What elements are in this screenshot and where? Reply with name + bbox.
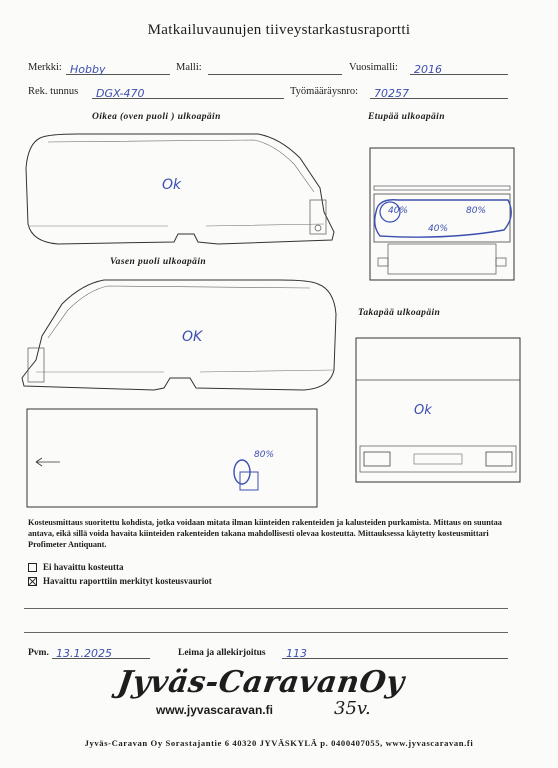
year-value: 2016 <box>414 63 442 76</box>
signature-value: 113 <box>286 647 307 660</box>
notes-line-2[interactable] <box>24 632 508 633</box>
order-label: Työmääräysnro: <box>290 86 359 97</box>
logo-url: www.jyvascaravan.fi <box>156 703 273 717</box>
signature-field[interactable] <box>282 644 508 659</box>
front-note-right: 80% <box>466 206 487 216</box>
floor-note: 80% <box>254 450 275 460</box>
notes-line-1[interactable] <box>24 608 508 609</box>
date-field[interactable] <box>52 644 150 659</box>
left-side-title: Vasen puoli ulkoapäin <box>110 257 207 267</box>
rear-diagram <box>354 336 522 484</box>
check-no-moisture[interactable] <box>28 562 124 572</box>
year-label: Vuosimalli: <box>349 62 398 73</box>
page-title: Matkailuvaunujen tiiveystarkastusraportti <box>147 22 411 38</box>
right-side-note: Ok <box>162 177 182 193</box>
year-field[interactable] <box>410 60 508 75</box>
anniversary-badge: 35v. <box>334 698 371 719</box>
model-field[interactable] <box>208 60 342 75</box>
checkbox-moisture-found[interactable] <box>28 577 37 586</box>
brand-label: Merkki: <box>28 62 62 73</box>
brand-value: Hobby <box>70 63 106 76</box>
order-field[interactable] <box>370 84 508 99</box>
front-title: Etupää ulkoapäin <box>368 112 445 122</box>
moisture-description: Kosteusmittaus suoritettu kohdista, jotka voidaan mitata ilman kiinteiden rakenteiden ja kalusteiden purkamista. Mittaus on suuntaa antava, eikä sillä voida havaita kiinteiden rakenteiden takana mahdollisesti olevaa kosteutta. Mittauksessa käytetty kosteusmittari Profimeter Antiquant. <box>28 518 502 549</box>
check-no-moisture-label: Ei havaittu kosteutta <box>43 562 124 572</box>
reg-value: DGX-470 <box>96 87 145 100</box>
check-moisture-found-label: Havaittu raporttiin merkityt kosteusvauriot <box>43 576 212 586</box>
model-label: Malli: <box>176 62 202 73</box>
right-side-diagram <box>18 128 348 254</box>
date-label: Pvm. <box>28 648 49 658</box>
check-moisture-found[interactable] <box>28 576 212 586</box>
floor-diagram <box>26 408 318 508</box>
brand-field[interactable] <box>66 60 170 75</box>
front-note-center: 40% <box>428 224 449 234</box>
reg-label: Rek. tunnus <box>28 86 79 97</box>
order-value: 70257 <box>374 87 409 100</box>
checkbox-no-moisture[interactable] <box>28 563 37 572</box>
front-note-left: 40% <box>388 206 409 216</box>
footer-contact: Jyväs-Caravan Oy Sorastajantie 6 40320 JYVÄSKYLÄ p. 0400407055, www.jyvascaravan.fi <box>84 738 474 748</box>
signature-label: Leima ja allekirjoitus <box>178 648 266 658</box>
date-value: 13.1.2025 <box>56 647 112 660</box>
rear-title: Takapää ulkoapäin <box>358 308 441 318</box>
company-logo: Jyväs-CaravanOy <box>115 665 407 700</box>
right-side-title: Oikea (oven puoli ) ulkoapäin <box>92 112 221 122</box>
model-value <box>208 63 212 76</box>
left-side-note: OK <box>182 329 203 345</box>
reg-field[interactable] <box>92 84 284 99</box>
rear-note: Ok <box>414 403 432 418</box>
